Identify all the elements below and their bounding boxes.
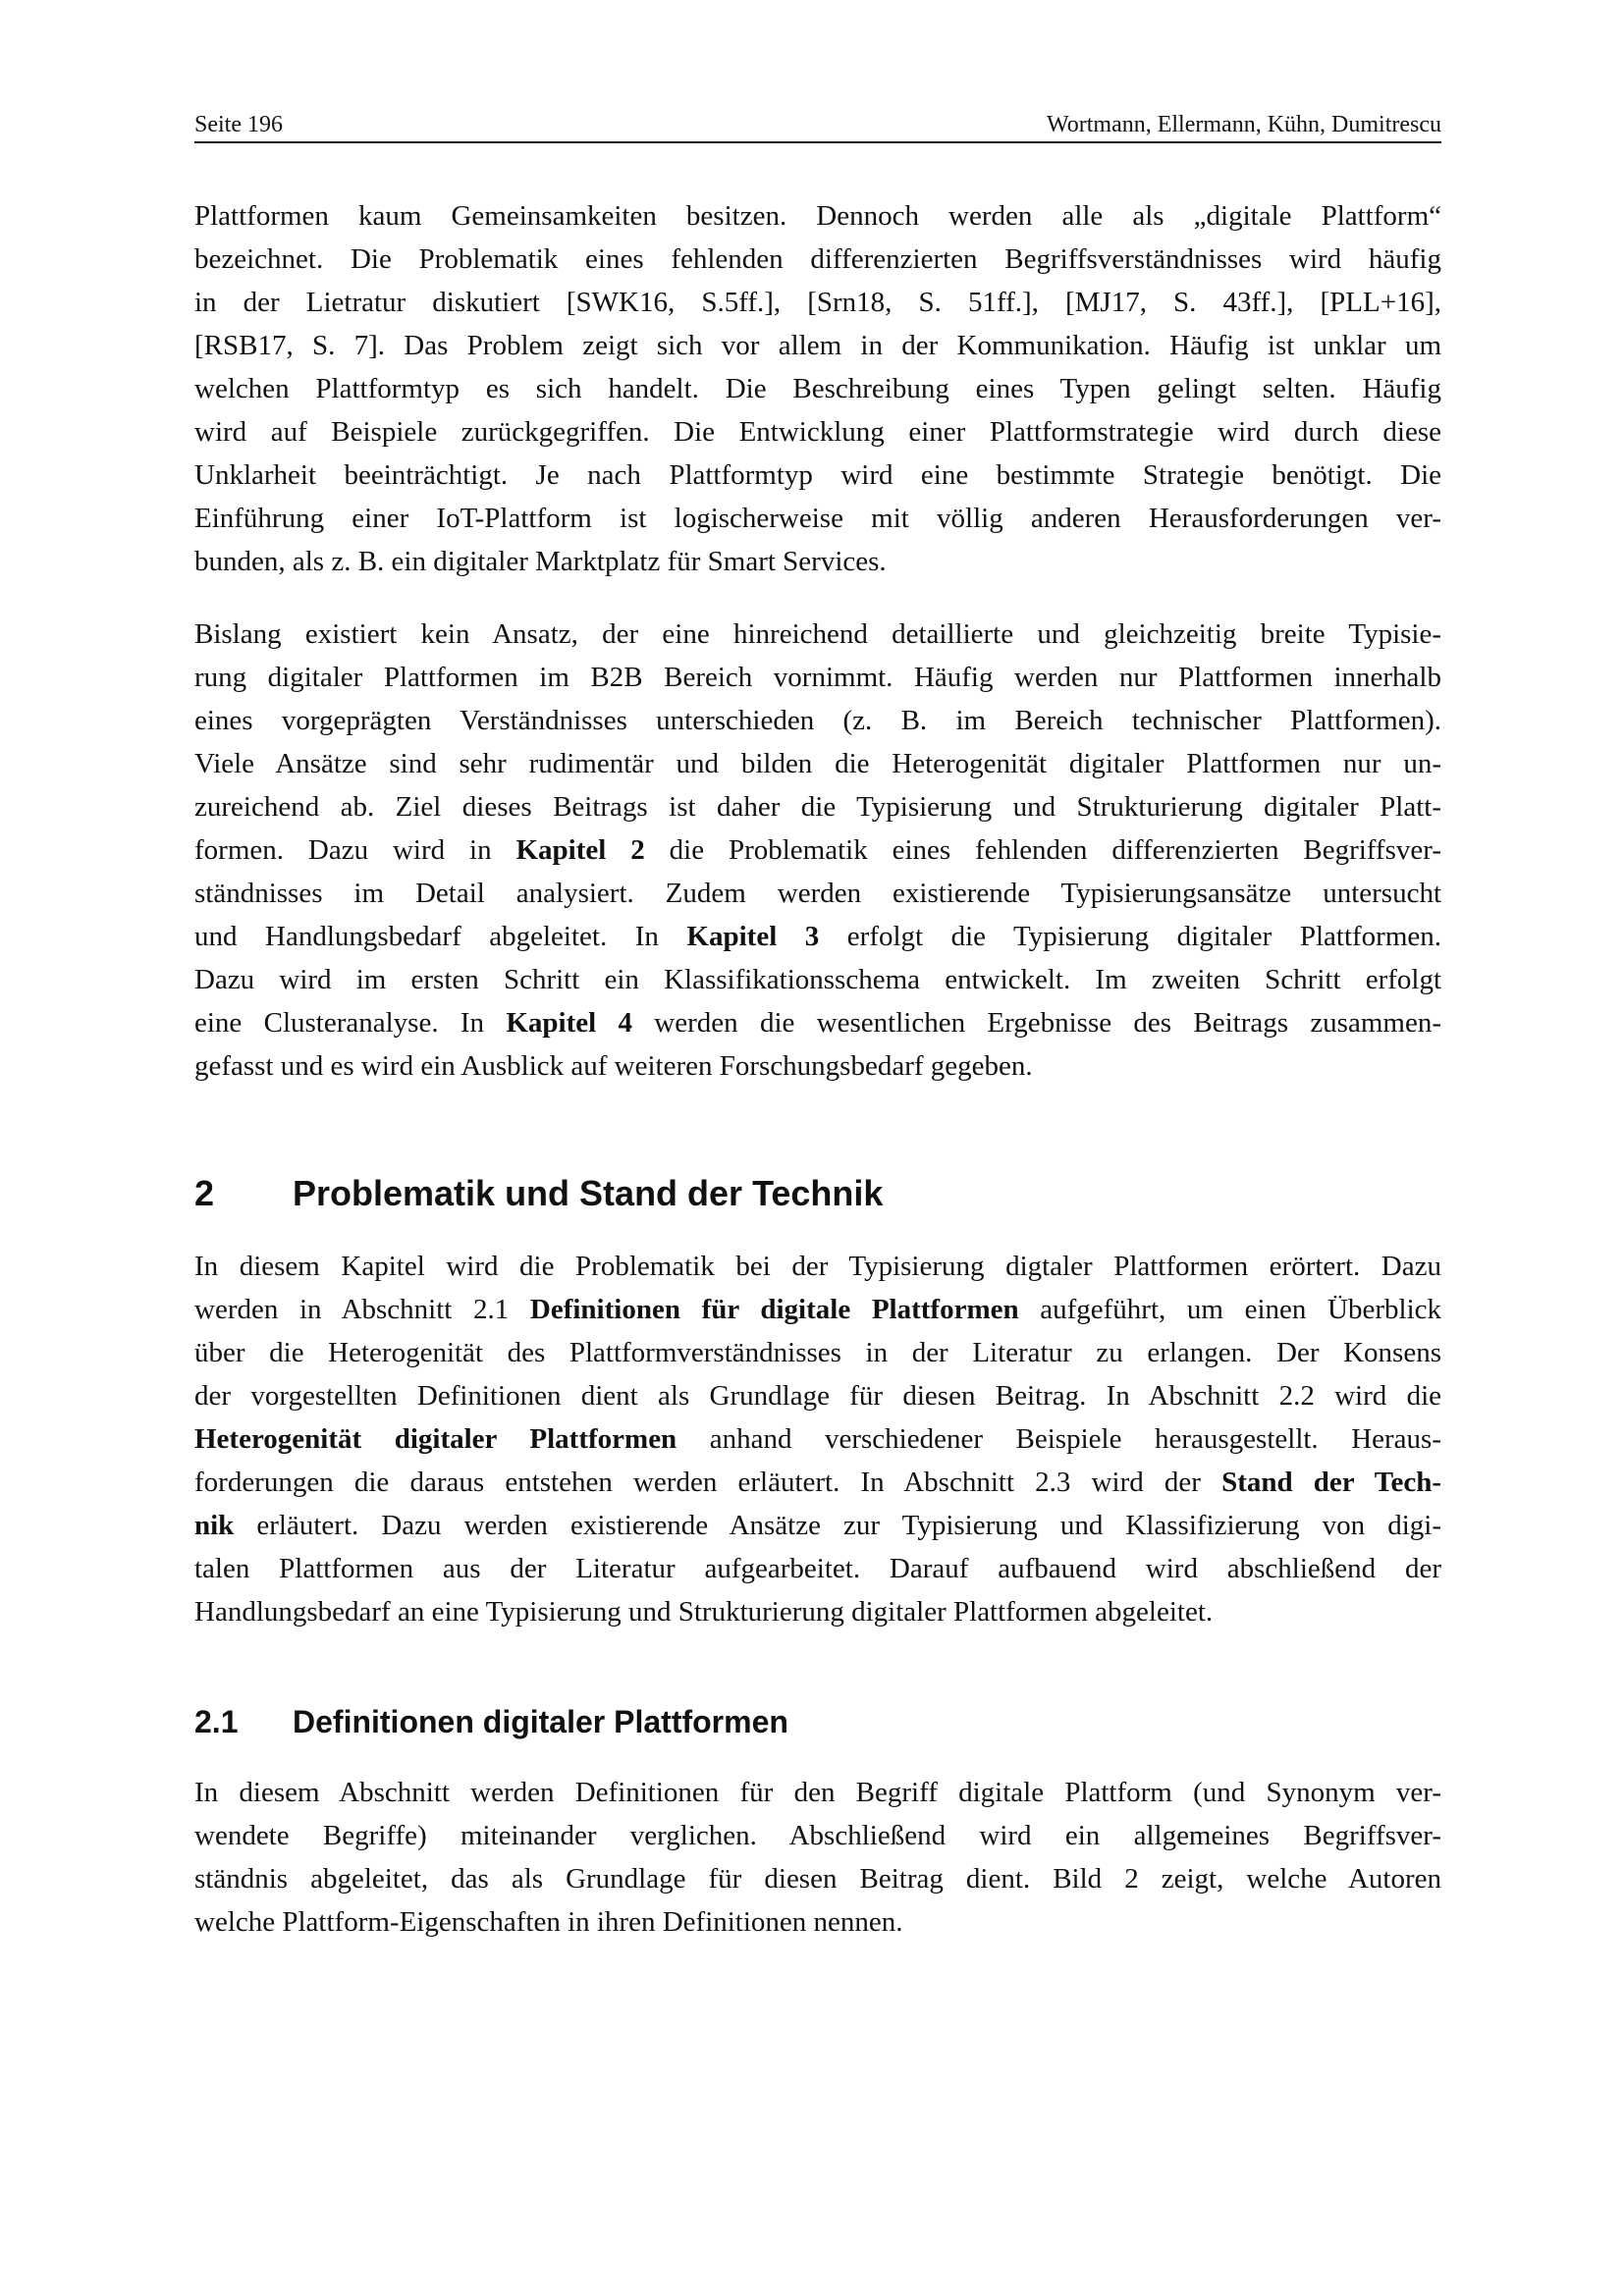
section-number: 2 [194,1173,215,1213]
text-line: welchen Plattformtyp es sich handelt. Die Beschreibung eines Typen gelingt selten. Häufig [194,373,1441,404]
text-line: über die Heterogenität des Plattformverständnisses in der Literatur zu erlangen. Der Konsens [194,1337,1441,1368]
chapter-reference: Kapitel 4 [506,1007,632,1039]
page-number: Seite 196 [194,112,283,137]
text-line: [RSB17, S. 7]. Das Problem zeigt sich vor allem in der Kommunikation. Häufig ist unklar um [194,330,1441,361]
text-line: in der Lietratur diskutiert [SWK16, S.5ff.], [Srn18, S. 51ff.], [MJ17, S. 43ff.], [PLL+16], [194,287,1441,318]
text-span: werden in Abschnitt 2.1 [194,1294,530,1325]
section-title: Definitionen digitaler Plattformen [293,1704,788,1739]
text-span: formen. Dazu wird in [194,834,516,866]
text-line [194,832,1441,868]
text-line: In diesem Kapitel wird die Problematik bei der Typisierung digtaler Plattformen erörtert. Dazu [194,1251,1441,1282]
chapter-reference: Kapitel 3 [686,921,820,952]
text-line [194,919,1441,954]
text-line: wird auf Beispiele zurückgegriffen. Die Entwicklung einer Plattformstrategie wird durch diese [194,416,1441,448]
text-line: bezeichnet. Die Problematik eines fehlenden differenzierten Begriffsverständnisses wird häufig [194,243,1441,275]
text-line: ständnisses im Detail analysiert. Zudem werden existierende Typisierungsansätze untersucht [194,878,1441,909]
authors: Wortmann, Ellermann, Kühn, Dumitrescu [1047,112,1441,137]
text-line [194,1465,1441,1500]
text-line: Einführung einer IoT-Plattform ist logischerweise mit völlig anderen Herausforderungen ver- [194,503,1441,534]
text-span: erfolgt die Typisierung digitaler Plattformen. [819,921,1441,952]
text-span: erläutert. Dazu werden existierende Ansätze zur Typisierung und Klassifizierung von digi- [234,1510,1441,1541]
text-line [194,1292,1441,1327]
text-span: eine Clusteranalyse. In [194,1007,507,1039]
text-line: Viele Ansätze sind sehr rudimentär und bilden die Heterogenität digitaler Plattformen nur un- [194,748,1441,779]
text-line [194,1421,1441,1457]
text-line: gefasst und es wird ein Ausblick auf weiteren Forschungsbedarf gegeben. [194,1050,1033,1082]
section-heading-2 [194,1172,883,1215]
section-heading-2-1 [194,1702,788,1741]
text-line: talen Plattformen aus der Literatur aufgearbeitet. Darauf aufbauend wird abschließend der [194,1553,1441,1584]
text-line: der vorgestellten Definitionen dient als Grundlage für diesen Beitrag. In Abschnitt 2.2 wird die [194,1380,1441,1412]
bold-term: Heterogenität digitaler Plattformen [194,1423,677,1455]
bold-term: Definitionen für digitale Plattformen [529,1294,1019,1325]
text-line: Dazu wird im ersten Schritt ein Klassifikationsschema entwickelt. Im zweiten Schritt erfolgt [194,964,1441,995]
bold-term: Stand der Tech- [1221,1467,1441,1498]
text-line [194,1005,1441,1041]
text-line: Handlungsbedarf an eine Typisierung und Strukturierung digitaler Plattformen abgeleitet. [194,1596,1214,1628]
text-line: Plattformen kaum Gemeinsamkeiten besitzen. Dennoch werden alle als „digitale Plattform“ [194,200,1441,232]
text-line: rung digitaler Plattformen im B2B Bereich vornimmt. Häufig werden nur Plattformen innerhalb [194,662,1441,693]
text-line: Unklarheit beeinträchtigt. Je nach Plattformtyp wird eine bestimmte Strategie benötigt. Die [194,459,1441,491]
chapter-reference: Kapitel 2 [515,834,645,866]
text-line: welche Plattform-Eigenschaften in ihren Definitionen nennen. [194,1906,903,1938]
text-line [194,1508,1441,1543]
text-span: aufgeführt, um einen Überblick [1018,1294,1442,1325]
text-line: Bislang existiert kein Ansatz, der eine hinreichend detaillierte und gleichzeitig breite Typisie- [194,618,1441,650]
text-span: anhand verschiedener Beispiele herausgestellt. Heraus- [677,1423,1441,1455]
bold-term: nik [194,1510,235,1541]
text-span: und Handlungsbedarf abgeleitet. In [194,921,687,952]
text-span: forderungen die daraus entstehen werden erläutert. In Abschnitt 2.3 wird der [194,1467,1222,1498]
text-span: die Problematik eines fehlenden differenzierten Begriffsver- [644,834,1441,866]
text-line: eines vorgeprägten Verständnisses unterschieden (z. B. im Bereich technischer Plattformen). [194,705,1441,736]
header-divider [194,141,1441,143]
text-line: ständnis abgeleitet, das als Grundlage für diesen Beitrag dient. Bild 2 zeigt, welche Autoren [194,1863,1441,1895]
text-line: In diesem Abschnitt werden Definitionen für den Begriff digitale Plattform (und Synonym ver- [194,1777,1441,1808]
section-number: 2.1 [194,1704,239,1739]
text-line: bunden, als z. B. ein digitaler Marktplatz für Smart Services. [194,546,887,577]
text-line: zureichend ab. Ziel dieses Beitrags ist daher die Typisierung und Strukturierung digitaler Platt- [194,791,1441,823]
running-header [194,110,1441,143]
section-title: Problematik und Stand der Technik [293,1173,884,1213]
text-line: wendete Begriffe) miteinander verglichen. Abschließend wird ein allgemeines Begriffsver- [194,1820,1441,1851]
text-span: werden die wesentlichen Ergebnisse des Beitrags zusammen- [632,1007,1441,1039]
